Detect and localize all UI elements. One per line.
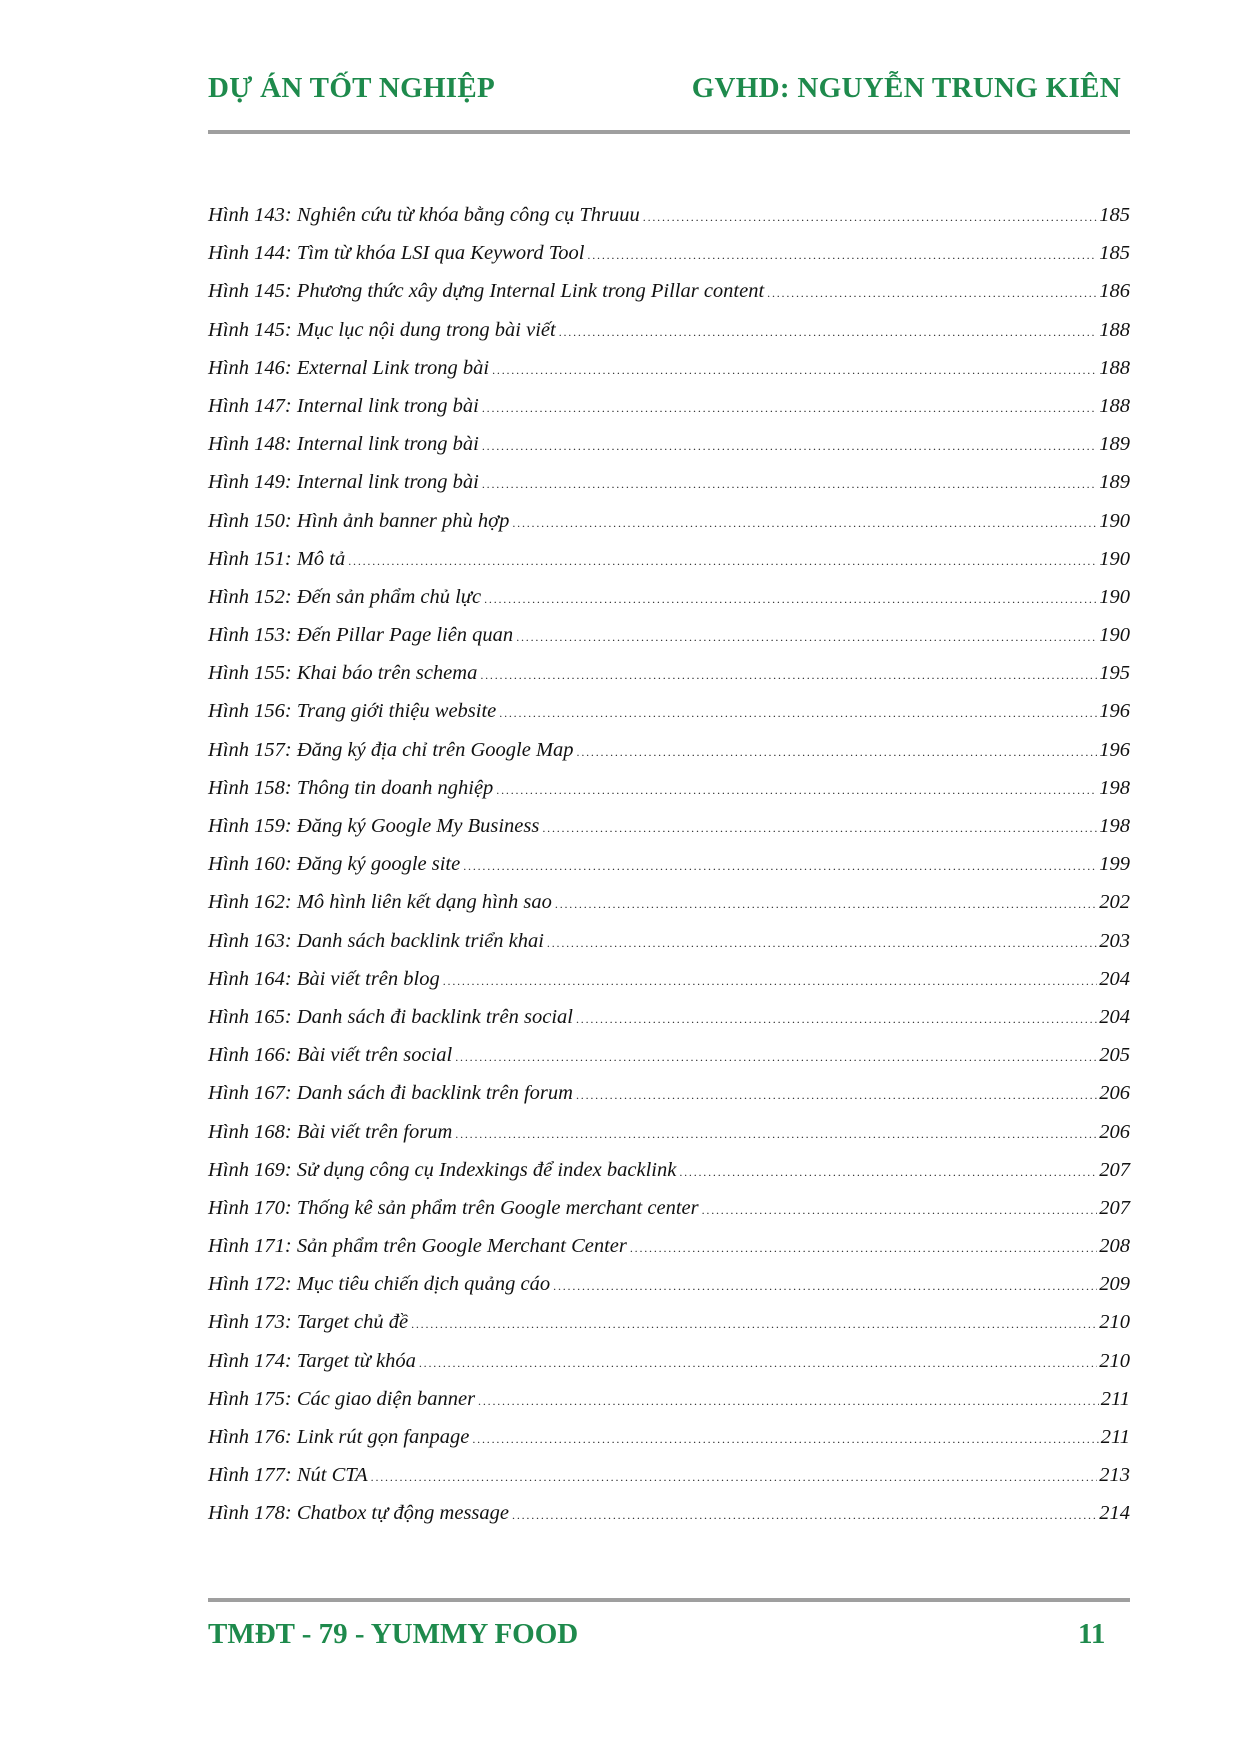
toc-entry-page: 210 (1099, 1311, 1130, 1334)
toc-entry-label: Hình 171: Sản phẩm trên Google Merchant Center (208, 1235, 627, 1258)
toc-entry-label: Hình 157: Đăng ký địa chỉ trên Google Map (208, 738, 574, 761)
toc-entry-page: 199 (1099, 853, 1130, 876)
toc-entry[interactable] (208, 1006, 1130, 1044)
toc-entry-label: Hình 167: Danh sách đi backlink trên forum (208, 1082, 573, 1105)
toc-entry[interactable] (208, 1426, 1130, 1464)
toc-leader-dots (482, 401, 1097, 416)
toc-leader-dots (547, 936, 1097, 951)
toc-leader-dots (512, 1508, 1097, 1523)
toc-entry-label: Hình 155: Khai báo trên schema (208, 662, 478, 685)
toc-entry-label: Hình 163: Danh sách backlink triển khai (208, 929, 544, 952)
toc-entry-page: 205 (1099, 1044, 1130, 1067)
toc-leader-dots (702, 1203, 1098, 1218)
footer-divider (208, 1598, 1130, 1602)
toc-entry-page: 190 (1099, 624, 1130, 647)
toc-entry-label: Hình 147: Internal link trong bài (208, 394, 479, 417)
toc-leader-dots (455, 1050, 1097, 1065)
toc-entry[interactable] (208, 395, 1130, 433)
toc-entry-page: 208 (1099, 1235, 1130, 1258)
toc-leader-dots (482, 477, 1097, 492)
toc-entry-page: 207 (1099, 1196, 1130, 1219)
header-project-title: DỰ ÁN TỐT NGHIỆP (208, 72, 496, 104)
toc-entry-label: Hình 145: Mục lục nội dung trong bài viết (208, 318, 556, 341)
toc-entry-label: Hình 153: Đến Pillar Page liên quan (208, 624, 514, 647)
toc-leader-dots (348, 554, 1097, 569)
toc-leader-dots (679, 1165, 1097, 1180)
toc-entry[interactable] (208, 1121, 1130, 1159)
toc-entry[interactable] (208, 1159, 1130, 1197)
toc-entry-page: 211 (1100, 1426, 1130, 1448)
toc-leader-dots (419, 1356, 1097, 1371)
toc-entry-page: 204 (1099, 967, 1130, 990)
toc-entry-label: Hình 175: Các giao diện banner (208, 1387, 476, 1410)
toc-entry[interactable] (208, 242, 1130, 280)
toc-entry-label: Hình 149: Internal link trong bài (208, 471, 479, 494)
toc-entry-page: 204 (1099, 1005, 1130, 1028)
toc-entry-page: 210 (1099, 1349, 1130, 1372)
toc-entry-label: Hình 145: Phương thức xây dựng Internal Link trong Pillar content (208, 280, 765, 303)
toc-entry[interactable] (208, 930, 1130, 968)
toc-entry-page: 188 (1099, 356, 1130, 379)
toc-leader-dots (576, 1088, 1097, 1103)
toc-leader-dots (630, 1241, 1097, 1256)
toc-leader-dots (455, 1127, 1097, 1142)
toc-entry[interactable] (208, 815, 1130, 853)
toc-entry-page: 198 (1099, 815, 1130, 837)
toc-entry[interactable] (208, 1350, 1130, 1388)
toc-entry[interactable] (208, 739, 1130, 777)
toc-leader-dots (587, 248, 1097, 263)
toc-entry-label: Hình 173: Target chủ đề (208, 1311, 409, 1334)
toc-leader-dots (767, 286, 1097, 301)
toc-entry-page: 207 (1099, 1158, 1130, 1181)
toc-entry[interactable] (208, 1311, 1130, 1349)
toc-entry[interactable] (208, 1464, 1130, 1502)
toc-entry-label: Hình 159: Đăng ký Google My Business (208, 815, 540, 837)
toc-entry[interactable] (208, 280, 1130, 318)
toc-leader-dots (484, 592, 1097, 607)
toc-entry-label: Hình 172: Mục tiêu chiến dịch quảng cáo (208, 1273, 551, 1296)
toc-leader-dots (463, 859, 1097, 874)
toc-entry-page: 185 (1099, 242, 1130, 265)
toc-entry-label: Hình 164: Bài viết trên blog (208, 967, 440, 990)
toc-entry-page: 196 (1099, 738, 1130, 761)
toc-leader-dots (492, 363, 1097, 378)
toc-entry-label: Hình 168: Bài viết trên forum (208, 1120, 453, 1143)
toc-entry-page: 185 (1099, 204, 1130, 226)
figure-list (208, 204, 1130, 1541)
toc-entry[interactable] (208, 777, 1130, 815)
toc-entry-page: 189 (1099, 471, 1130, 494)
toc-leader-dots (577, 745, 1098, 760)
toc-entry[interactable] (208, 1235, 1130, 1273)
toc-entry-page: 196 (1099, 700, 1130, 723)
toc-leader-dots (576, 1012, 1097, 1027)
toc-entry[interactable] (208, 204, 1130, 242)
toc-entry[interactable] (208, 968, 1130, 1006)
toc-entry[interactable] (208, 853, 1130, 891)
toc-entry-label: Hình 166: Bài viết trên social (208, 1044, 453, 1067)
toc-entry[interactable] (208, 1388, 1130, 1426)
toc-entry-label: Hình 160: Đăng ký google site (208, 853, 461, 876)
toc-entry-label: Hình 174: Target từ khóa (208, 1349, 416, 1372)
toc-entry-page: 214 (1099, 1502, 1130, 1525)
toc-entry[interactable] (208, 1082, 1130, 1120)
toc-leader-dots (512, 516, 1097, 531)
toc-leader-dots (411, 1317, 1097, 1332)
header-divider (208, 130, 1130, 134)
toc-entry-page: 189 (1099, 433, 1130, 456)
footer-page-number: 11 (1078, 1618, 1106, 1650)
toc-entry[interactable] (208, 471, 1130, 509)
toc-entry-label: Hình 162: Mô hình liên kết dạng hình sao (208, 891, 552, 914)
toc-entry-page: 206 (1099, 1120, 1130, 1143)
toc-entry[interactable] (208, 891, 1130, 929)
toc-entry-page: 188 (1099, 394, 1130, 417)
toc-entry-label: Hình 158: Thông tin doanh nghiệp (208, 776, 494, 799)
toc-entry-label: Hình 156: Trang giới thiệu website (208, 700, 497, 723)
header-advisor: GVHD: NGUYỄN TRUNG KIÊN (691, 72, 1121, 104)
toc-leader-dots (480, 668, 1097, 683)
toc-entry-label: Hình 150: Hình ảnh banner phù hợp (208, 509, 510, 532)
toc-leader-dots (555, 897, 1097, 912)
toc-entry[interactable] (208, 624, 1130, 662)
toc-entry[interactable] (208, 510, 1130, 548)
toc-entry[interactable] (208, 586, 1130, 624)
toc-leader-dots (443, 974, 1098, 989)
toc-entry-page: 190 (1099, 585, 1130, 608)
toc-entry[interactable] (208, 1502, 1130, 1540)
toc-leader-dots (553, 1279, 1097, 1294)
footer-project-name: TMĐT - 79 - YUMMY FOOD (208, 1618, 579, 1650)
toc-entry-page: 195 (1099, 662, 1130, 685)
toc-leader-dots (472, 1432, 1098, 1447)
toc-entry-page: 202 (1099, 891, 1130, 914)
toc-leader-dots (643, 210, 1097, 225)
toc-entry-label: Hình 151: Mô tả (208, 547, 346, 570)
toc-entry[interactable] (208, 1044, 1130, 1082)
toc-leader-dots (542, 821, 1097, 836)
toc-leader-dots (478, 1394, 1099, 1409)
toc-leader-dots (559, 325, 1098, 340)
toc-entry-page: 211 (1100, 1387, 1130, 1410)
toc-entry-page: 190 (1099, 547, 1130, 570)
toc-entry[interactable] (208, 700, 1130, 738)
toc-leader-dots (499, 706, 1097, 721)
toc-entry-page: 198 (1099, 776, 1130, 799)
toc-entry-label: Hình 176: Link rút gọn fanpage (208, 1426, 470, 1448)
toc-entry-label: Hình 146: External Link trong bài (208, 356, 490, 379)
toc-entry-label: Hình 165: Danh sách đi backlink trên social (208, 1005, 573, 1028)
toc-entry[interactable] (208, 548, 1130, 586)
toc-leader-dots (371, 1470, 1098, 1485)
toc-entry-label: Hình 144: Tìm từ khóa LSI qua Keyword Tool (208, 242, 585, 265)
toc-entry-label: Hình 177: Nút CTA (208, 1464, 368, 1487)
toc-entry-page: 203 (1099, 929, 1130, 952)
toc-entry-label: Hình 169: Sử dụng công cụ Indexkings để index backlink (208, 1158, 677, 1181)
toc-entry-page: 209 (1099, 1273, 1130, 1296)
toc-entry[interactable] (208, 319, 1130, 357)
toc-entry-label: Hình 170: Thống kê sản phẩm trên Google merchant center (208, 1196, 699, 1219)
toc-entry[interactable] (208, 1273, 1130, 1311)
toc-entry-page: 206 (1099, 1082, 1130, 1105)
toc-entry[interactable] (208, 433, 1130, 471)
toc-entry[interactable] (208, 662, 1130, 700)
toc-entry[interactable] (208, 357, 1130, 395)
toc-entry-label: Hình 143: Nghiên cứu từ khóa bằng công cụ Thruuu (208, 204, 640, 226)
toc-entry-label: Hình 152: Đến sản phẩm chủ lực (208, 585, 482, 608)
toc-leader-dots (496, 783, 1097, 798)
toc-entry-page: 213 (1099, 1464, 1130, 1487)
toc-entry-page: 190 (1099, 509, 1130, 532)
toc-entry-page: 188 (1099, 318, 1130, 341)
toc-entry-label: Hình 148: Internal link trong bài (208, 433, 479, 456)
toc-entry-page: 186 (1099, 280, 1130, 303)
toc-leader-dots (482, 439, 1097, 454)
toc-entry[interactable] (208, 1197, 1130, 1235)
toc-entry-label: Hình 178: Chatbox tự động message (208, 1502, 510, 1525)
toc-leader-dots (516, 630, 1097, 645)
